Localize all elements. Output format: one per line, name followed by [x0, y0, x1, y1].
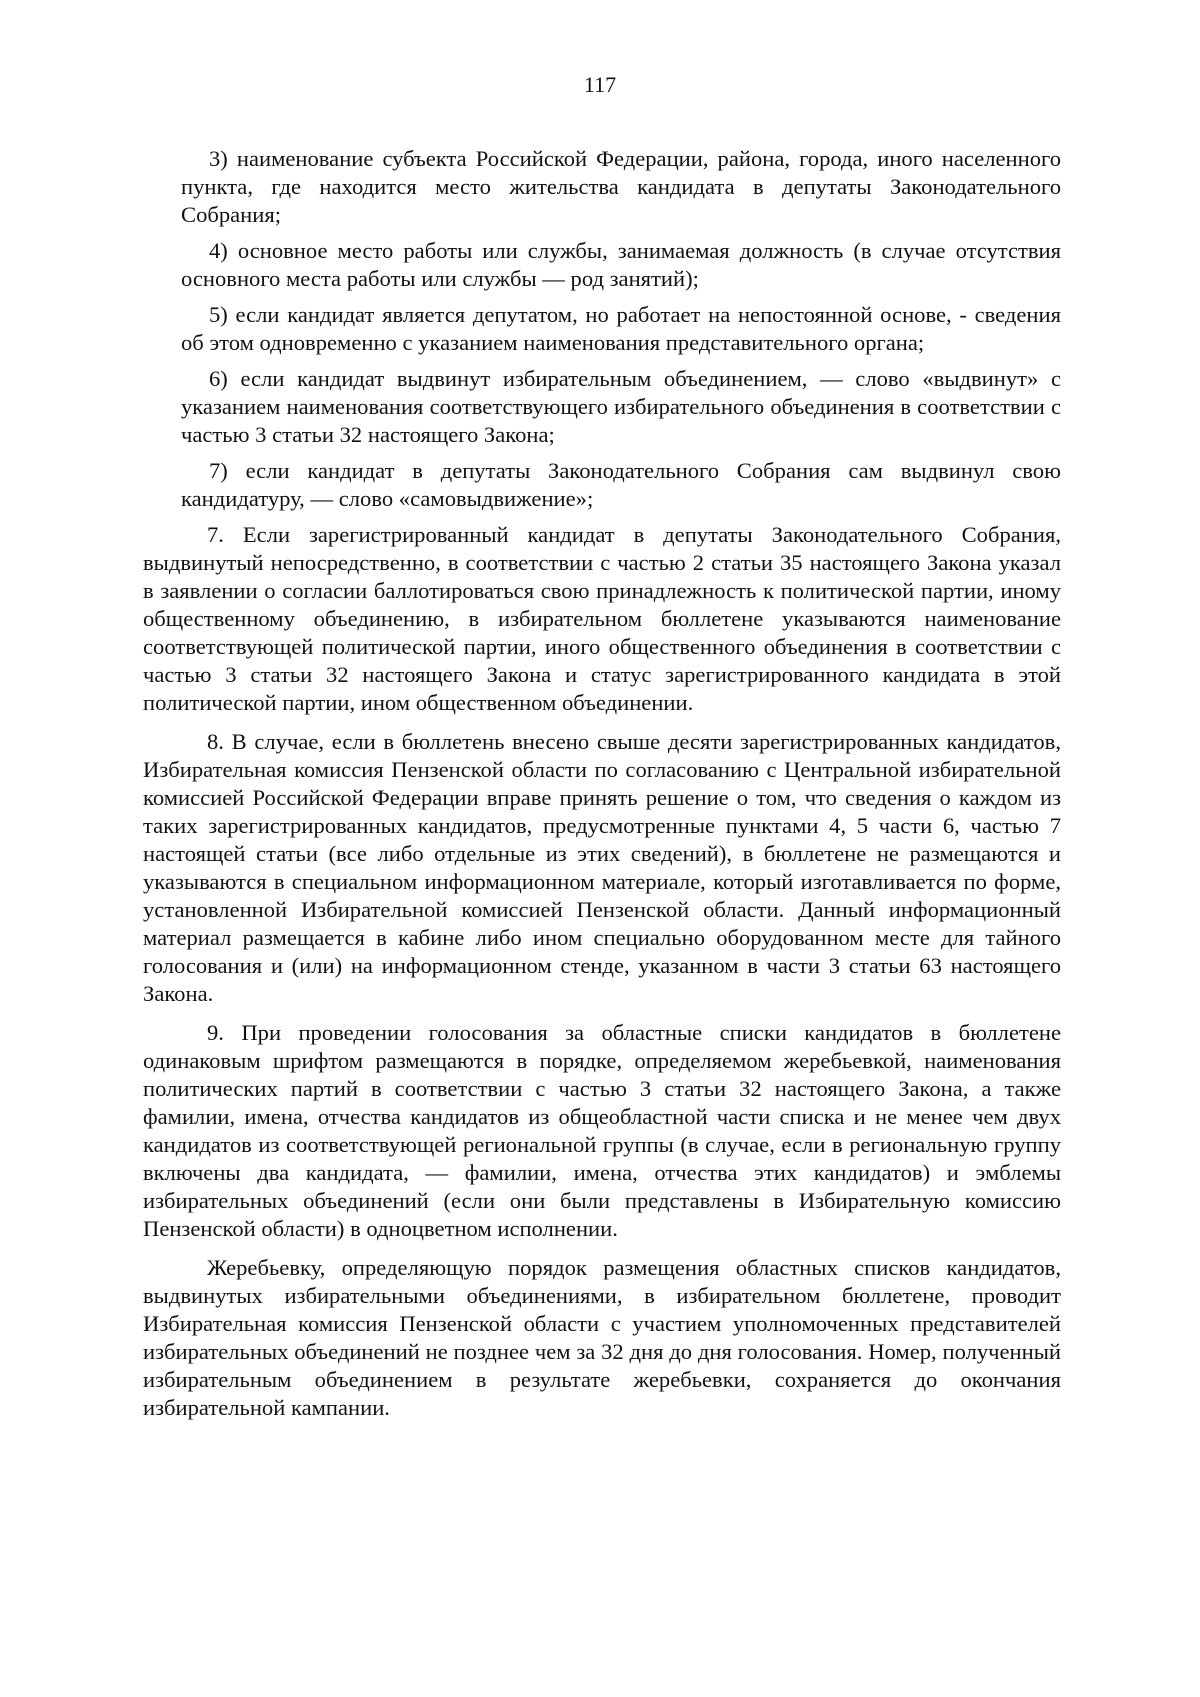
subitem-3: 3) наименование субъекта Российской Федерации, района, города, иного населенного пункта, где находится место жительства кандидата в депутаты Законодательного Собрания;	[181, 146, 1061, 227]
paragraph-9: 9. При проведении голосования за областные списки кандидатов в бюллетене одинаковым шрифтом размещаются в порядке, определяемом жеребьевкой, наименования политических партий в соответствии с частью 3 статьи 32 настоящего Закона, а также фамилии, имена, отчества кандидатов из общеобластной части списка и не менее чем двух кандидатов из соответствующей региональной группы (в случае, если в региональную группу включены два кандидата, — фамилии, имена, отчества этих кандидатов) и эмблемы избирательных объединений (если они были представлены в Избирательную комиссию Пензенской области) в одноцветном исполнении.	[143, 1020, 1061, 1241]
page-number: 117	[583, 72, 617, 97]
document-body	[143, 145, 1061, 1433]
paragraph-7: 7. Если зарегистрированный кандидат в депутаты Законодательного Собрания, выдвинутый непосредственно, в соответствии с частью 2 статьи 35 настоящего Закона указал в заявлении о согласии баллотироваться свою принадлежность к политической партии, иному общественному объединению, в избирательном бюллетене указываются наименование соответствующей политической партии, иного общественного объединения в соответствии с частью 3 статьи 32 настоящего Закона и статус зарегистрированного кандидата в этой политической партии, ином общественном объединении.	[143, 522, 1061, 715]
subitem-6: 6) если кандидат выдвинут избирательным объединением, — слово «выдвинут» с указанием наименования соответствующего избирательного объединения в соответствии с частью 3 статьи 32 настоящего Закона;	[181, 366, 1061, 447]
paragraph-8: 8. В случае, если в бюллетень внесено свыше десяти зарегистрированных кандидатов, Избирательная комиссия Пензенской области по согласованию с Центральной избирательной комиссией Российской Федерации вправе принять решение о том, что сведения о каждом из таких зарегистрированных кандидатов, предусмотренные пунктами 4, 5 части 6, частью 7 настоящей статьи (все либо отдельные из этих сведений), в бюллетене не размещаются и указываются в специальном информационном материале, который изготавливается по форме, установленной Избирательной комиссией Пензенской области. Данный информационный материал размещается в кабине либо ином специально оборудованном месте для тайного голосования и (или) на информационном стенде, указанном в части 3 статьи 63 настоящего Закона.	[143, 729, 1061, 1006]
subitem-4: 4) основное место работы или службы, занимаемая должность (в случае отсутствия основного места работы или службы — род занятий);	[181, 238, 1061, 291]
paragraph-lottery: Жеребьевку, определяющую порядок размещения областных списков кандидатов, выдвинутых избирательными объединениями, в избирательном бюллетене, проводит Избирательная комиссия Пензенской области с участием уполномоченных представителей избирательных объединений не позднее чем за 32 дня до дня голосования. Номер, полученный избирательным объединением в результате жеребьевки, сохраняется до окончания избирательной кампании.	[143, 1255, 1061, 1420]
subitem-5: 5) если кандидат является депутатом, но работает на непостоянной основе, - сведения об этом одновременно с указанием наименования представительного органа;	[181, 302, 1061, 355]
subitem-7: 7) если кандидат в депутаты Законодательного Собрания сам выдвинул свою кандидатуру, — слово «самовыдвижение»;	[181, 458, 1061, 511]
